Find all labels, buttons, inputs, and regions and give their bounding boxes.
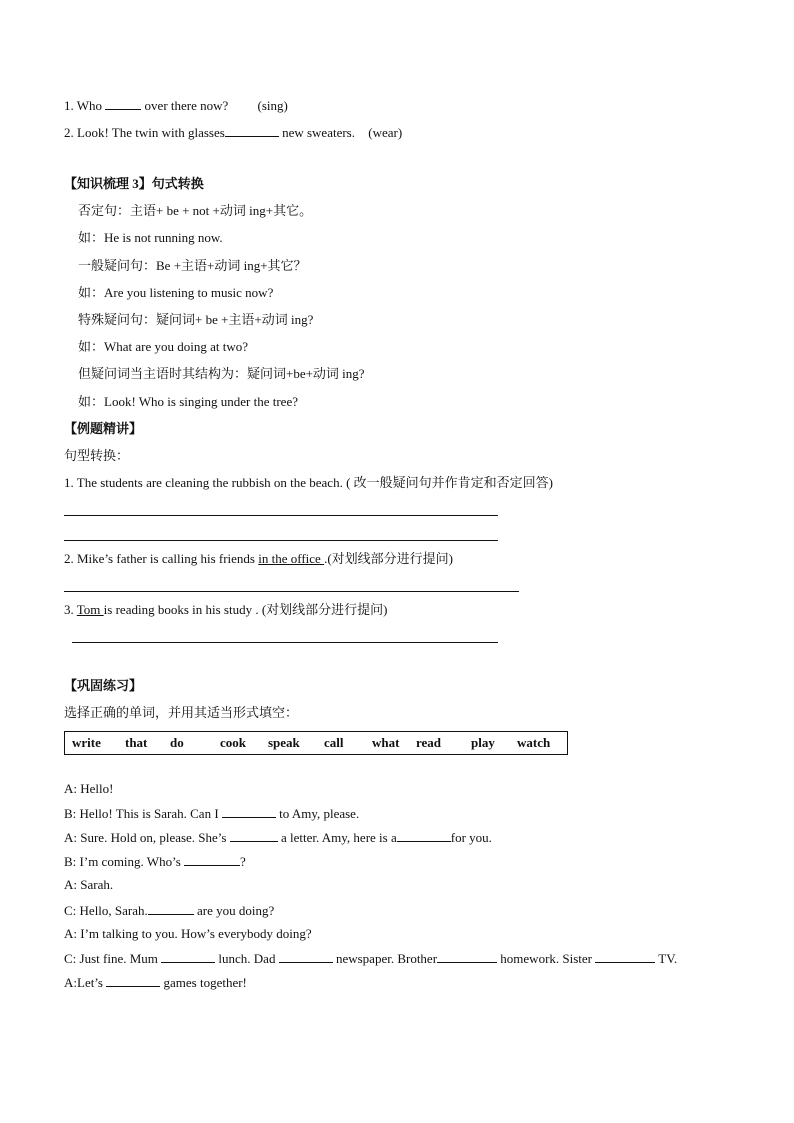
blank[interactable] (148, 902, 194, 915)
dialogue-line: B: Hello! This is Sarah. Can I to Amy, please. (64, 806, 360, 821)
knowledge-heading: 【知识梳理 3】句式转换 (64, 176, 204, 191)
knowledge-line: 否定句：主语+ be + not +动词 ing+其它。 (78, 203, 313, 218)
dialogue-line: A: Sure. Hold on, please. She’s a letter. Amy, here is a for you. (64, 830, 492, 845)
blank[interactable] (397, 829, 451, 842)
word-bank-item: call (324, 735, 344, 750)
word-bank-item: cook (220, 735, 246, 750)
word-bank-item: write (72, 735, 101, 750)
blank[interactable] (595, 950, 655, 963)
answer-line[interactable] (64, 591, 519, 592)
knowledge-line: 如：Look! Who is singing under the tree? (78, 394, 298, 409)
example-q2: 2. Mike’s father is calling his friends in the office .(对划线部分进行提问) (64, 551, 453, 566)
blank[interactable] (222, 805, 276, 818)
knowledge-line: 一般疑问句：Be +主语+动词 ing+其它？ (78, 258, 307, 273)
example-q3: 3. Tom is reading books in his study . (对划线部分进行提问) (64, 602, 388, 617)
examples-heading: 【例题精讲】 (64, 421, 143, 436)
blank[interactable] (184, 853, 240, 866)
word-bank-item: play (471, 735, 495, 750)
top-q1: 1. Who over there now? (sing) (64, 98, 288, 113)
dialogue-line: B: I’m coming. Who’s ? (64, 854, 246, 869)
word-bank (64, 731, 568, 755)
answer-line[interactable] (72, 642, 498, 643)
blank[interactable] (279, 950, 333, 963)
word-bank-item: that (125, 735, 148, 750)
knowledge-line: 如：Are you listening to music now? (78, 285, 274, 300)
dialogue-line: C: Just fine. Mum lunch. Dad newspaper. Brother homework. Sister TV. (64, 951, 678, 966)
dialogue-line: A: I’m talking to you. How’s everybody doing? (64, 926, 312, 941)
blank[interactable] (225, 124, 279, 137)
word-bank-item: what (372, 735, 400, 750)
dialogue-line: A: Hello! (64, 781, 114, 796)
knowledge-line: 特殊疑问句：疑问词+ be +主语+动词 ing? (78, 312, 314, 327)
blank[interactable] (437, 950, 497, 963)
blank[interactable] (106, 974, 160, 987)
examples-intro: 句型转换： (64, 448, 130, 463)
dialogue-line: A:Let’s games together! (64, 975, 247, 990)
blank[interactable] (105, 97, 141, 110)
blank[interactable] (230, 829, 278, 842)
answer-line[interactable] (64, 540, 498, 541)
word-bank-item: do (170, 735, 184, 750)
word-bank-item: speak (268, 735, 300, 750)
practice-heading: 【巩固练习】 (64, 678, 143, 693)
word-bank-item: watch (517, 735, 551, 750)
answer-line[interactable] (64, 515, 498, 516)
dialogue-line: C: Hello, Sarah. are you doing? (64, 903, 275, 918)
word-bank-item: read (416, 735, 442, 750)
top-q2: 2. Look! The twin with glasses new sweaters. (wear) (64, 125, 403, 140)
example-q1: 1. The students are cleaning the rubbish on the beach. ( 改一般疑问句并作肯定和否定回答) (64, 475, 553, 490)
blank[interactable] (161, 950, 215, 963)
knowledge-line: 如：What are you doing at two? (78, 339, 249, 354)
knowledge-line: 如：He is not running now. (78, 230, 223, 245)
knowledge-line: 但疑问词当主语时其结构为：疑问词+be+动词 ing? (78, 366, 365, 381)
practice-instruction: 选择正确的单词，并用其适当形式填空： (64, 705, 299, 720)
dialogue-line: A: Sarah. (64, 877, 114, 892)
